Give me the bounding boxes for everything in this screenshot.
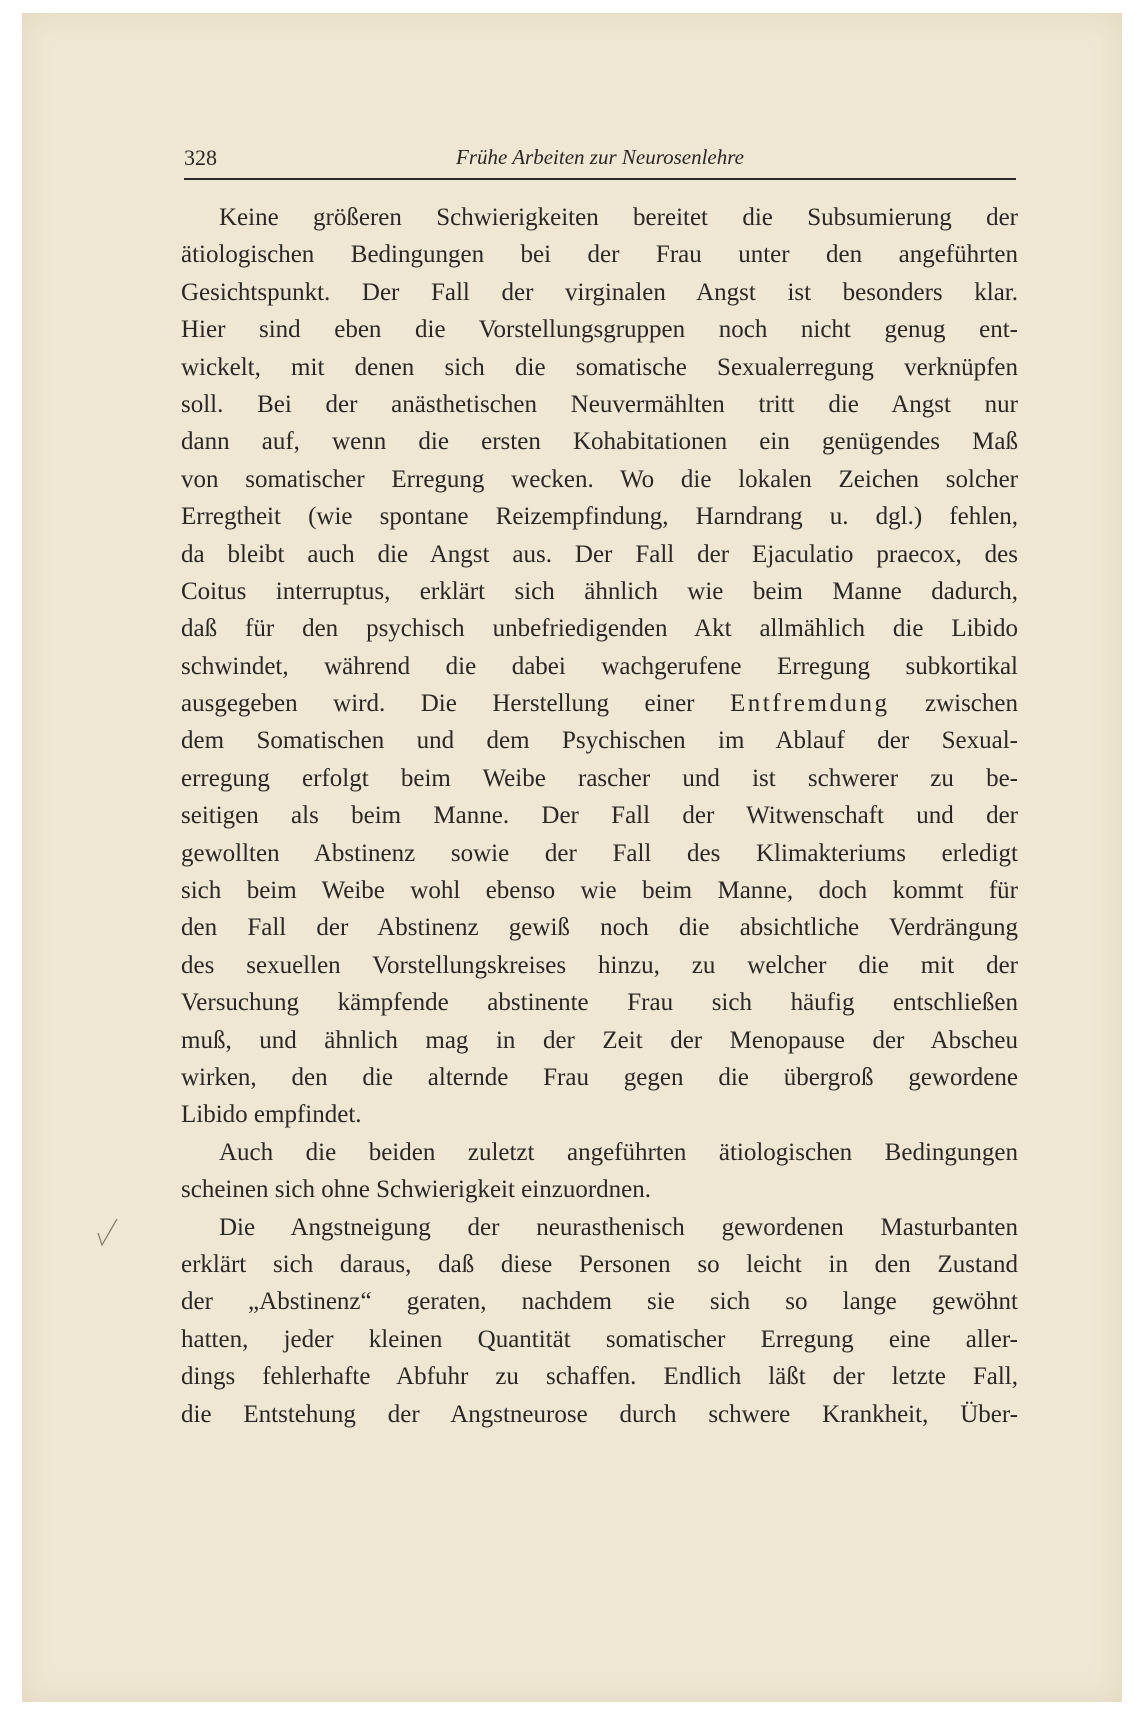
text-line: dann auf, wenn die ersten Kohabitationen ein genügendes Maß: [181, 428, 1018, 456]
text-line: den Fall der Abstinenz gewiß noch die absichtliche Verdrängung: [181, 914, 1018, 942]
text-line: erklärt sich daraus, daß diese Personen so leicht in den Zustand: [181, 1250, 1018, 1278]
text-line: Die Angstneigung der neurasthenisch gewordenen Masturbanten: [219, 1213, 1018, 1241]
page-number: 328: [184, 145, 217, 170]
text-line: da bleibt auch die Angst aus. Der Fall der Ejaculatio praecox, des: [181, 540, 1018, 568]
text-line: erregung erfolgt beim Weibe rascher und ist schwerer zu be-: [181, 764, 1018, 792]
text-line: scheinen sich ohne Schwierigkeit einzuordnen.: [181, 1176, 651, 1204]
text-line: die Entstehung der Angstneurose durch schwere Krankheit, Über-: [181, 1400, 1018, 1428]
text-line: seitigen als beim Manne. Der Fall der Witwenschaft und der: [181, 802, 1018, 830]
text-line: gewollten Abstinenz sowie der Fall des Klimakteriums erledigt: [181, 839, 1018, 867]
text-segment: ausgegeben wird. Die Herstellung einer: [181, 690, 731, 718]
text-line: Coitus interruptus, erklärt sich ähnlich wie beim Manne dadurch,: [181, 577, 1018, 605]
text-line: schwindet, während die dabei wachgerufene Erregung subkortikal: [181, 652, 1018, 680]
text-line: Libido empfindet.: [181, 1101, 362, 1129]
text-line: [181, 685, 1018, 722]
text-line: daß für den psychisch unbefriedigenden Akt allmählich die Libido: [181, 615, 1018, 643]
pencil-checkmark-icon: [96, 1218, 118, 1246]
text-line: Versuchung kämpfende abstinente Frau sich häufig entschließen: [181, 989, 1018, 1017]
text-line: dings fehlerhafte Abfuhr zu schaffen. Endlich läßt der letzte Fall,: [181, 1363, 1018, 1391]
text-line: soll. Bei der anästhetischen Neuvermählten tritt die Angst nur: [181, 390, 1018, 418]
text-line: des sexuellen Vorstellungskreises hinzu, zu welcher die mit der: [181, 951, 1018, 979]
text-line: Erregtheit (wie spontane Reizempfindung, Harndrang u. dgl.) fehlen,: [181, 503, 1018, 531]
text-line: hatten, jeder kleinen Quantität somatischer Erregung eine aller-: [181, 1325, 1018, 1353]
text-line: Keine größeren Schwierigkeiten bereitet die Subsumierung der: [219, 204, 1018, 231]
header-rule: [184, 178, 1016, 180]
text-line: Hier sind eben die Vorstellungsgruppen noch nicht genug ent-: [181, 316, 1018, 344]
text-line: wickelt, mit denen sich die somatische Sexualerregung verknüpfen: [181, 353, 1018, 381]
text-line: der „Abstinenz“ geraten, nachdem sie sich so lange gewöhnt: [181, 1288, 1018, 1316]
text-line: von somatischer Erregung wecken. Wo die lokalen Zeichen solcher: [181, 465, 1018, 493]
text-segment: zwischen: [889, 690, 1018, 718]
text-line: wirken, den die alternde Frau gegen die übergroß gewordene: [181, 1063, 1018, 1091]
running-title: Frühe Arbeiten zur Neurosenlehre: [456, 145, 744, 169]
text-line: Gesichtspunkt. Der Fall der virginalen Angst ist besonders klar.: [181, 278, 1018, 306]
text-line: Auch die beiden zuletzt angeführten ätiologischen Bedingungen: [219, 1138, 1018, 1166]
text-line: ätiologischen Bedingungen bei der Frau unter den angeführten: [181, 241, 1018, 269]
emphasized-word: Entfremdung: [730, 690, 890, 718]
text-line: dem Somatischen und dem Psychischen im Ablauf der Sexual-: [181, 727, 1018, 755]
body-text: [181, 199, 1018, 1433]
running-header: [184, 145, 1016, 175]
text-line: muß, und ähnlich mag in der Zeit der Menopause der Abscheu: [181, 1026, 1018, 1054]
text-line: sich beim Weibe wohl ebenso wie beim Manne, doch kommt für: [181, 877, 1018, 905]
